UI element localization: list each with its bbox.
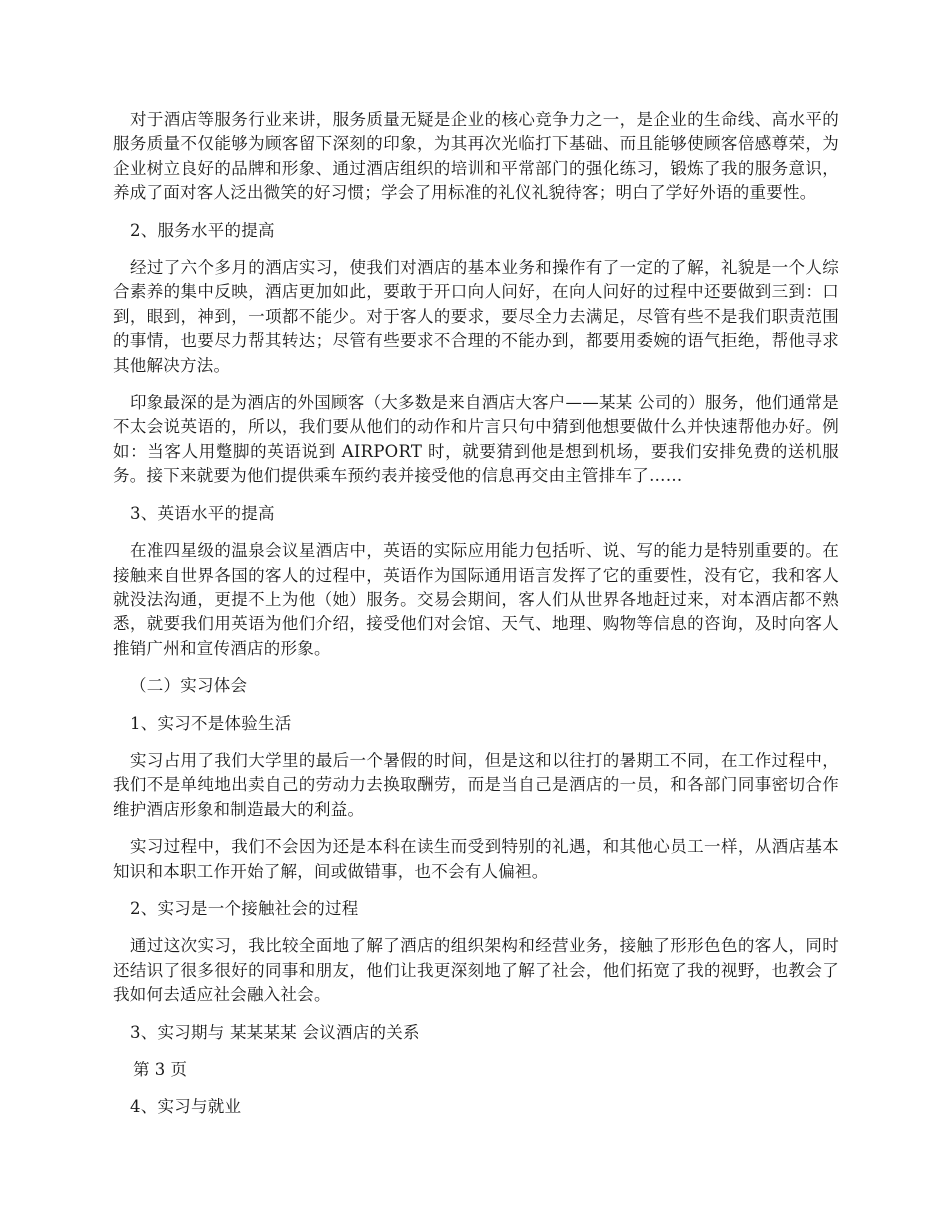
document-page [113,108,839,1133]
heading-internship-employment: 4、实习与就业 [130,1097,242,1117]
heading-hotel-relationship: 3、实习期与 某某某某 会议酒店的关系 [130,1022,420,1042]
heading-not-experience-life: 1、实习不是体验生活 [130,713,292,733]
heading-contact-society: 2、实习是一个接触社会的过程 [130,898,359,918]
paragraph-summer-internship: 实习占用了我们大学里的最后一个暑假的时间，但是这和以往打的暑期工不同，在工作过程中，我们不是单纯地出卖自己的劳动力去换取酬劳，而是当自己是酒店的一员，和各部门同事密切合作维护酒店形象和制造最大的利益。 [113,750,839,819]
paragraph-hotel-organization: 通过这次实习，我比较全面地了解了酒店的组织架构和经营业务，接触了形形色色的客人，同时还结识了很多很好的同事和朋友，他们让我更深刻地了解了社会，他们拓宽了我的视野，也教会了我如何去适应社会融入社会。 [113,936,839,1005]
heading-english-level: 3、英语水平的提高 [130,503,275,523]
paragraph-equal-treatment: 实习过程中，我们不会因为还是本科在读生而受到特别的礼遇，和其他心员工一样，从酒店基本知识和本职工作开始了解，间或做错事，也不会有人偏袒。 [113,837,839,881]
paragraph-foreign-guests: 印象最深的是为酒店的外国顾客（大多数是来自酒店大客户——某某 公司的）服务，他们通常是不太会说英语的，所以，我们要从他们的动作和片言只句中猜到他想要做什么并快速帮他办好。例如：当客人用蹩脚的英语说到 AIRPORT 时，就要猜到他是想到机场，要我们安排免费的送机服务。接下来就要为他们提供乘车预约表并接受他的信息再交由主管排车了…… [113,393,839,486]
paragraph-english-usage: 在准四星级的温泉会议星酒店中，英语的实际应用能力包括听、说、写的能力是特别重要的。在接触来自世界各国的客人的过程中，英语作为国际通用语言发挥了它的重要性，没有它，我和客人就没法沟通，更提不上为他（她）服务。交易会期间，客人们从世界各地赶过来，对本酒店都不熟悉，就要我们用英语为他们介绍，接受他们对会馆、天气、地理、购物等信息的咨询，及时向客人推销广州和宣传酒店的形象。 [113,541,839,658]
paragraph-service-quality: 对于酒店等服务行业来讲，服务质量无疑是企业的核心竞争力之一，是企业的生命线、高水平的服务质量不仅能够为顾客留下深刻的印象，为其再次光临打下基础、而且能够使顾客倍感尊荣，为企业树立良好的品牌和形象、通过酒店组织的培训和平常部门的强化练习，锻炼了我的服务意识，养成了面对客人泛出微笑的好习惯；学会了用标准的礼仪礼貌待客；明白了学好外语的重要性。 [113,110,839,203]
heading-service-level: 2、服务水平的提高 [130,220,275,240]
page-number: 第 3 页 [133,1060,187,1079]
paragraph-internship-experience: 经过了六个多月的酒店实习，使我们对酒店的基本业务和操作有了一定的了解，礼貌是一个人综合素养的集中反映，酒店更加如此，要敢于开口向人问好，在向人问好的过程中还要做到三到：口到，眼到，神到，一项都不能少。对于客人的要求，要尽全力去满足，尽管有些不是我们职责范围的事情，也要尽力帮其转达；尽管有些要求不合理的不能办到，都要用委婉的语气拒绝，帮他寻求其他解决方法。 [113,258,839,375]
heading-internship-reflection: （二）实习体会 [130,676,248,696]
